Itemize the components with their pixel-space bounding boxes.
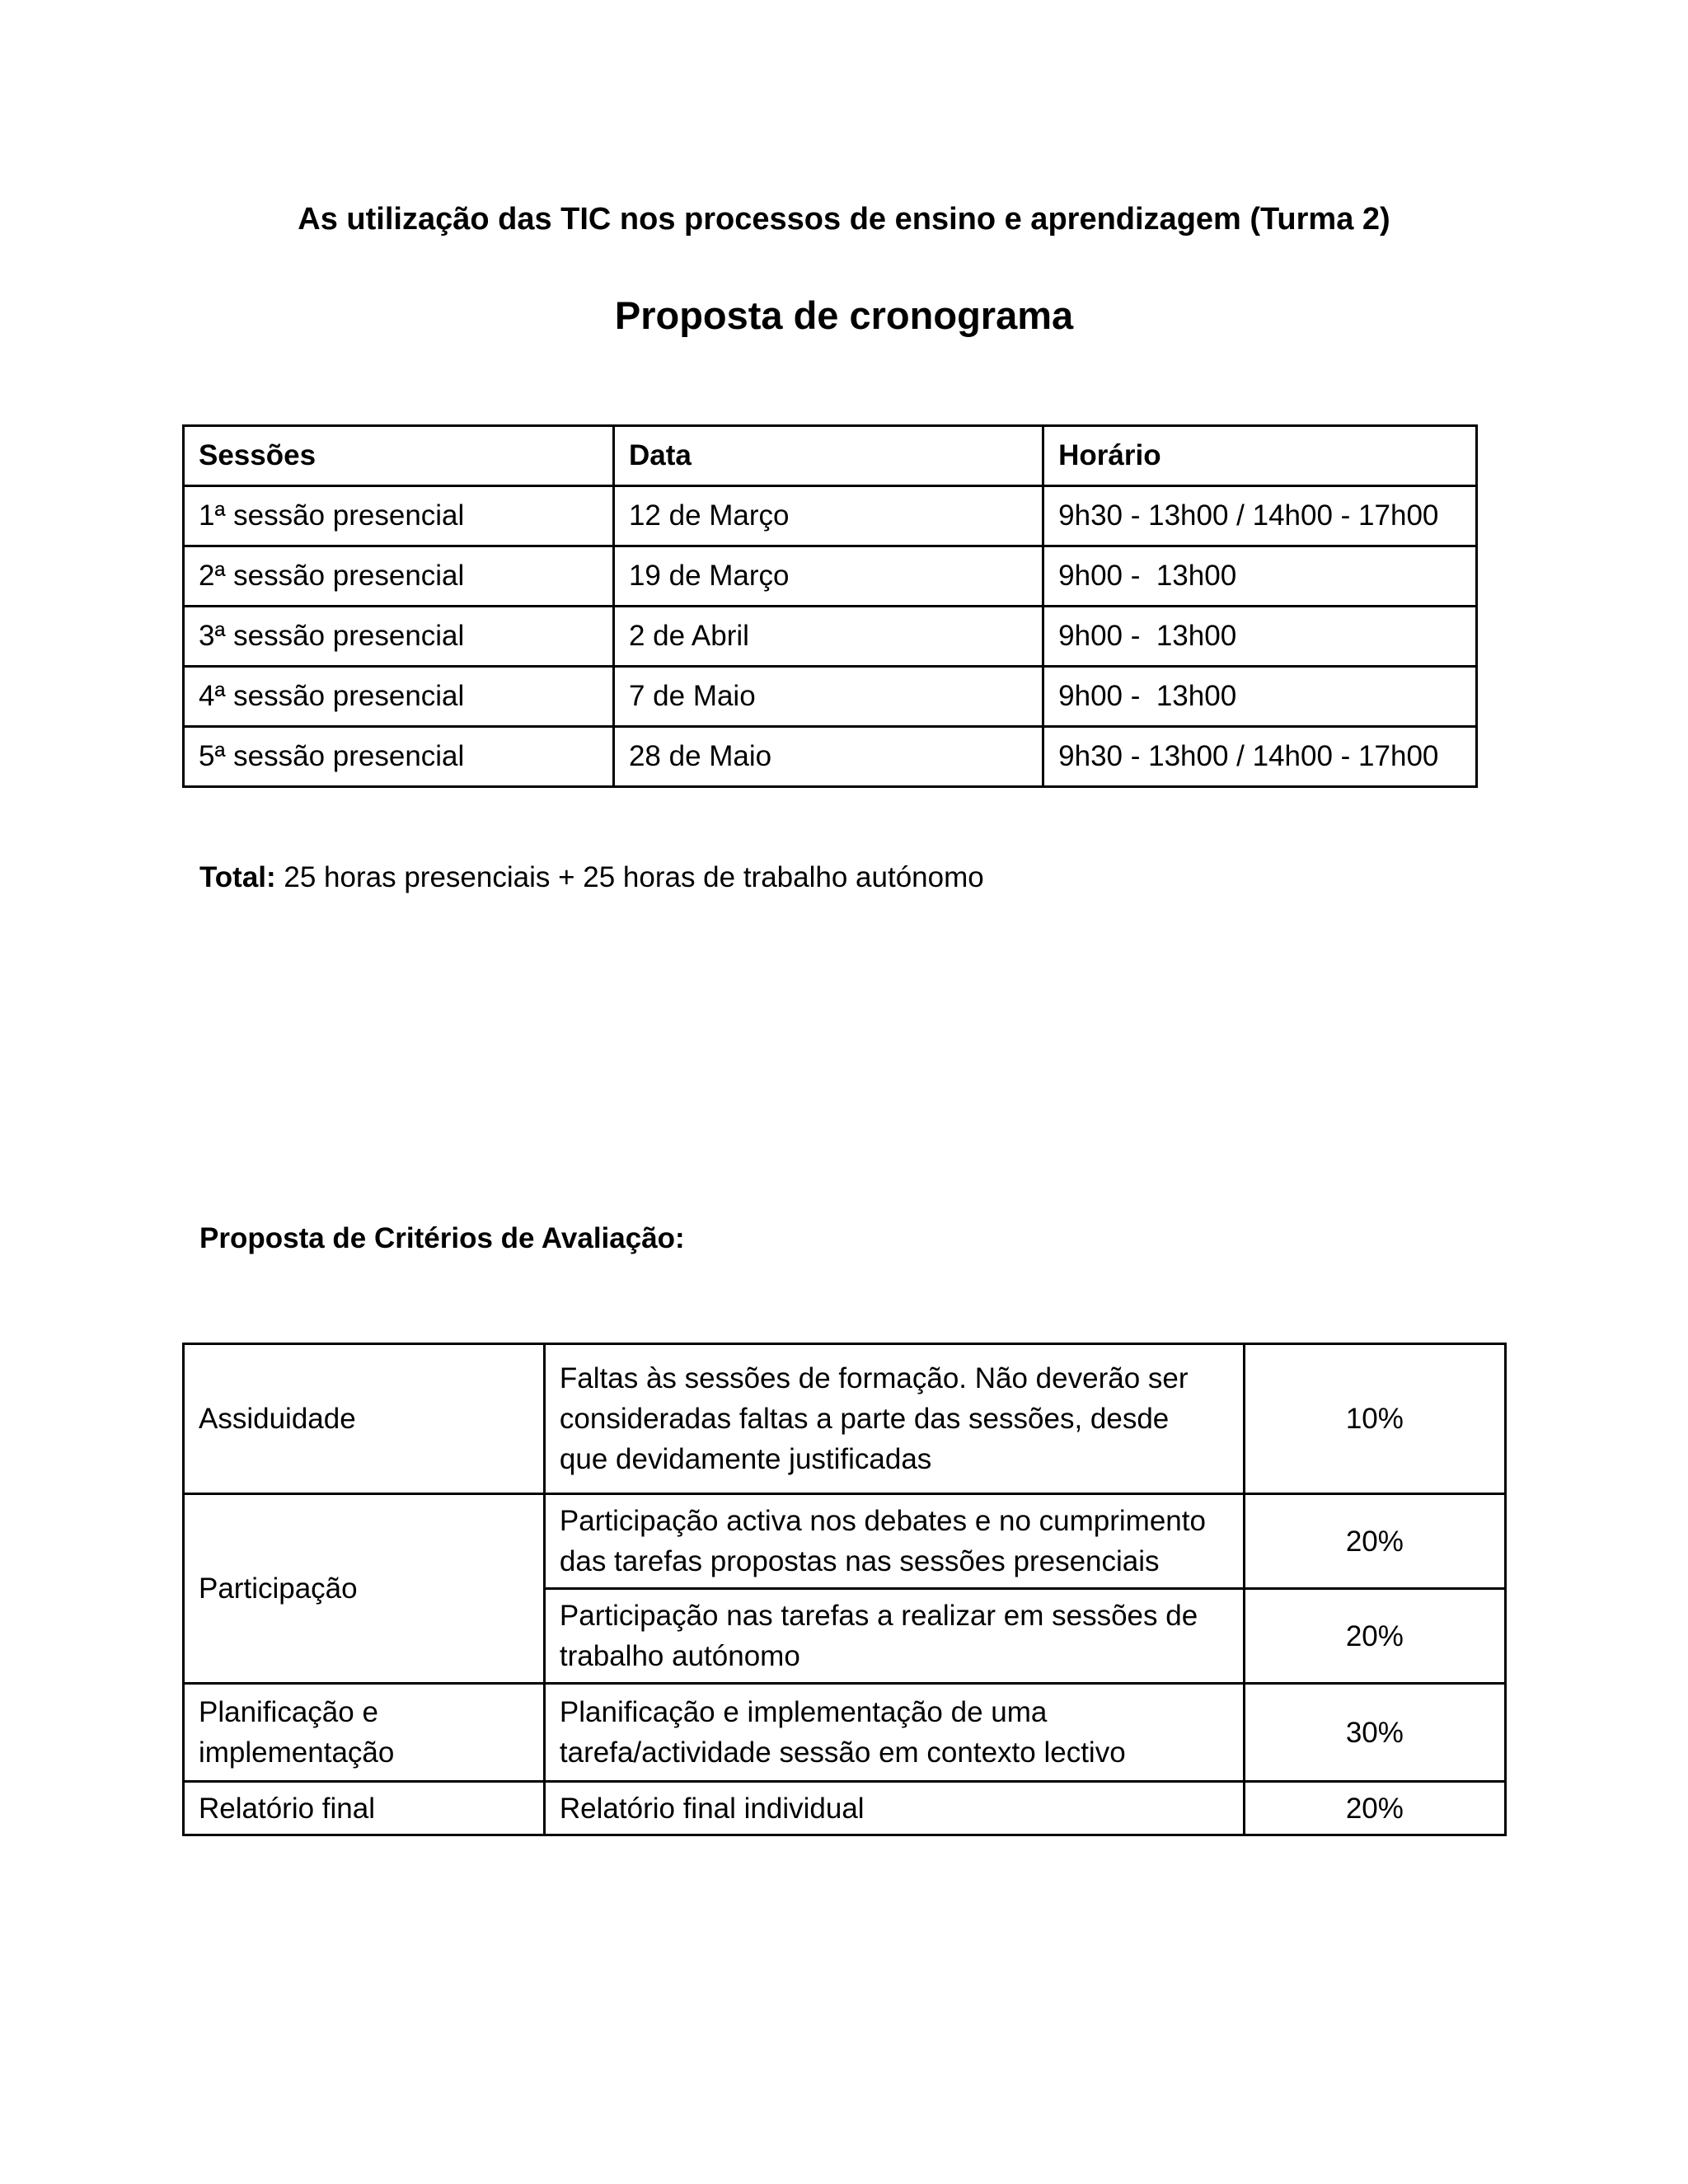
description-cell (544, 1494, 1244, 1589)
criterion-label: Participação (199, 1572, 358, 1605)
total-text: 25 horas presenciais + 25 horas de trabalho autónomo (275, 861, 984, 893)
weight-cell: 20% (1244, 1589, 1505, 1684)
description-cell (544, 1344, 1244, 1494)
table-row (184, 546, 1477, 607)
course-title: As utilização das TIC nos processos de ensino e aprendizagem (Turma 2) (298, 202, 1390, 237)
session-cell: 4ª sessão presencial (184, 667, 614, 727)
date-cell: 19 de Março (613, 546, 1043, 607)
time-cell: 9h30 - 13h00 / 14h00 - 17h00 (1043, 727, 1477, 787)
session-cell: 3ª sessão presencial (184, 607, 614, 667)
weight-cell: 20% (1244, 1782, 1505, 1835)
table-row (184, 486, 1477, 546)
date-cell: 12 de Março (613, 486, 1043, 546)
table-row (184, 1344, 1506, 1494)
time-cell: 9h00 - 13h00 (1043, 607, 1477, 667)
total-label: Total: (199, 861, 276, 893)
table-row (184, 727, 1477, 787)
schedule-header-time: Horário (1043, 426, 1477, 486)
weight-cell: 20% (1244, 1494, 1505, 1589)
description-line: das tarefas propostas nas sessões presenciais (559, 1545, 1160, 1577)
time-cell: 9h00 - 13h00 (1043, 667, 1477, 727)
description-line: Faltas às sessões de formação. Não deverão ser (559, 1362, 1189, 1394)
criterion-label: implementação (199, 1736, 395, 1769)
date-cell: 28 de Maio (613, 727, 1043, 787)
session-cell: 5ª sessão presencial (184, 727, 614, 787)
date-cell: 2 de Abril (613, 607, 1043, 667)
schedule-table (182, 424, 1478, 788)
schedule-header-date: Data (613, 426, 1043, 486)
table-row (184, 1494, 1506, 1589)
description-line: consideradas faltas a parte das sessões, desde (559, 1403, 1170, 1435)
schedule-header-sessions: Sessões (184, 426, 614, 486)
description-cell (544, 1782, 1244, 1835)
criterion-label: Relatório final (199, 1792, 375, 1825)
description-line: Participação nas tarefas a realizar em sessões de (559, 1600, 1198, 1632)
date-cell: 7 de Maio (613, 667, 1043, 727)
page-title: Proposta de cronograma (614, 293, 1074, 337)
table-row (184, 1684, 1506, 1782)
description-line: que devidamente justificadas (559, 1443, 932, 1475)
description-line: trabalho autónomo (559, 1640, 800, 1672)
criterion-cell (184, 1684, 545, 1782)
description-line: tarefa/actividade sessão em contexto lectivo (559, 1736, 1126, 1769)
criterion-label: Assiduidade (199, 1403, 356, 1435)
criterion-cell (184, 1494, 545, 1684)
time-cell: 9h00 - 13h00 (1043, 546, 1477, 607)
description-cell (544, 1589, 1244, 1684)
table-row (184, 1782, 1506, 1835)
description-line: Planificação e implementação de uma (559, 1696, 1048, 1728)
time-cell: 9h30 - 13h00 / 14h00 - 17h00 (1043, 486, 1477, 546)
description-line: Relatório final individual (559, 1792, 865, 1825)
session-cell: 1ª sessão presencial (184, 486, 614, 546)
weight-cell: 10% (1244, 1344, 1505, 1494)
criterion-cell (184, 1344, 545, 1494)
criteria-table (182, 1343, 1507, 1836)
session-cell: 2ª sessão presencial (184, 546, 614, 607)
criteria-heading: Proposta de Critérios de Avaliação: (199, 1222, 685, 1254)
criterion-cell (184, 1782, 545, 1835)
table-row (184, 667, 1477, 727)
total-summary (199, 857, 984, 898)
description-cell (544, 1684, 1244, 1782)
schedule-header-row (184, 426, 1477, 486)
description-line: Participação activa nos debates e no cumprimento (559, 1505, 1206, 1537)
table-row (184, 607, 1477, 667)
criterion-label: Planificação e (199, 1696, 378, 1728)
weight-cell: 30% (1244, 1684, 1505, 1782)
